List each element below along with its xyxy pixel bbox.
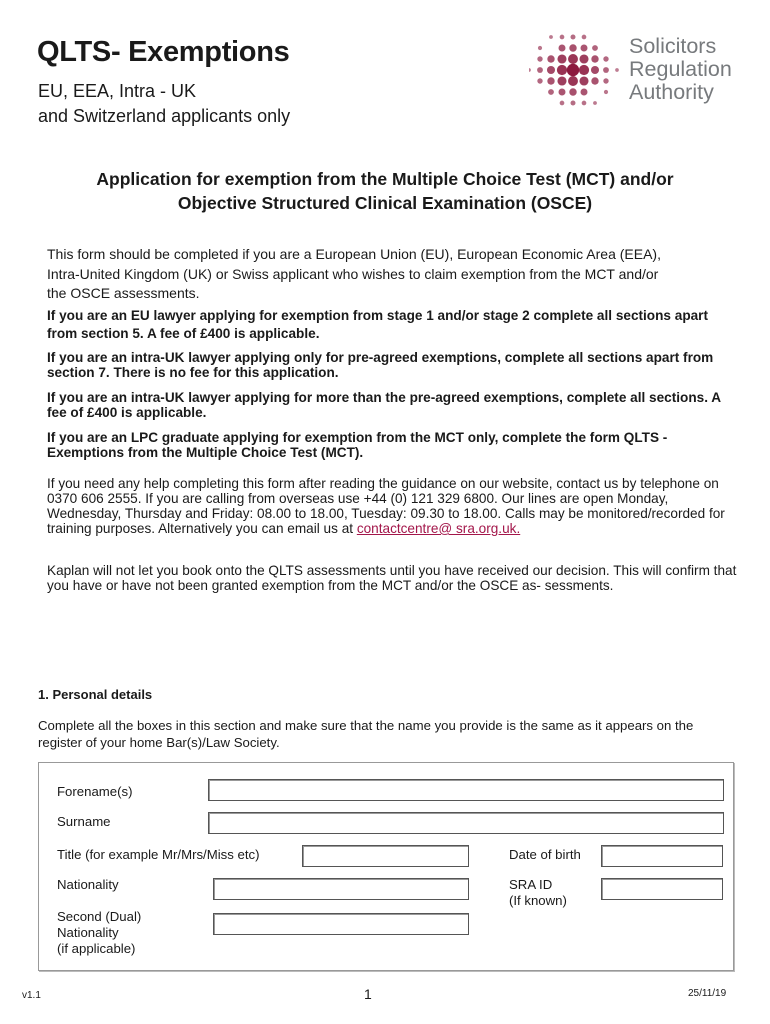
title-label: Title (for example Mr/Mrs/Miss etc) [57, 847, 260, 862]
footer-date: 25/11/19 [688, 988, 727, 999]
second-nationality-label [57, 909, 141, 957]
logo-word-2: Regulation [629, 57, 732, 81]
sra-logo [529, 28, 739, 110]
title-field[interactable] [302, 845, 469, 867]
logo-dots-icon [529, 28, 625, 110]
help-text: If you need any help completing this form after reading the guidance on our website, contact us by telephone on 0370 606 2555. If you are calling from overseas use +44 (0) 121 329 6800. Our lines are open Monday, Wednesday, Thursday and Friday: 08.00 to 18.00, Tuesday: 09.30 to 18.00. Calls may be monitored/recorded for training purposes. Alternatively you can email us at [47, 476, 725, 536]
logo-dot [591, 77, 598, 84]
eu-lawyer-paragraph: If you are an EU lawyer applying for exemption from stage 1 and/or stage 2 complete all sections apart from section 5. A fee of £400 is applicable. [47, 308, 708, 341]
sra-id-label-line-2: (If known) [509, 893, 567, 908]
logo-dot [581, 45, 588, 52]
second-nationality-label-line-1: Second (Dual) [57, 909, 142, 924]
logo-dot [603, 78, 608, 83]
logo-dot [547, 66, 555, 74]
kaplan-paragraph: Kaplan will not let you book onto the QLTS assessments until you have received our decision. This will confirm that you have or have not been granted exemption from the MCT and/or the OSCE as- sessments. [47, 563, 737, 593]
logo-dot [603, 56, 608, 61]
help-paragraph [47, 476, 737, 536]
forename-label: Forename(s) [57, 784, 133, 799]
dob-field[interactable] [601, 845, 723, 867]
sra-id-field[interactable] [601, 878, 723, 900]
subtitle-line-2: and Switzerland applicants only [38, 106, 291, 126]
logo-dot [547, 55, 554, 62]
logo-dot [592, 45, 598, 51]
intro-line-2: Intra-United Kingdom (UK) or Swiss applicant who wishes to claim exemption from the MCT and/or [47, 265, 659, 282]
form-heading [30, 167, 740, 215]
logo-dot [569, 88, 576, 95]
dob-label: Date of birth [509, 847, 581, 862]
logo-dot [557, 76, 566, 85]
contact-email-link[interactable]: contactcentre@ sra.org.uk. [356, 521, 521, 536]
logo-dot [593, 101, 597, 105]
logo-dot [548, 89, 554, 95]
logo-dot [529, 68, 531, 72]
logo-dot [537, 67, 543, 73]
logo-dot [568, 76, 578, 86]
logo-dot [582, 101, 587, 106]
logo-dot [560, 101, 565, 106]
personal-details-box [38, 762, 734, 971]
logo-dot [591, 55, 598, 62]
second-nationality-field[interactable] [213, 913, 469, 935]
logo-dot [567, 64, 579, 76]
logo-dot [569, 44, 576, 51]
heading-line-1: Application for exemption from the Multiple Choice Test (MCT) and/or [96, 169, 674, 189]
surname-label: Surname [57, 814, 111, 829]
lpc-graduate-paragraph: If you are an LPC graduate applying for exemption from the MCT only, complete the form QLTS - Exemptions from the Multiple Choice Test (MCT). [47, 430, 668, 460]
logo-dot [604, 90, 608, 94]
logo-dot [582, 35, 587, 40]
forename-field[interactable] [208, 779, 724, 801]
page-title: QLTS- Exemptions [37, 36, 290, 68]
section-1-title: 1. Personal details [38, 687, 153, 702]
intra-uk-preagreed-paragraph: If you are an intra-UK lawyer applying only for pre-agreed exemptions, complete all sections apart from section 7. There is no fee for this application. [47, 350, 714, 380]
logo-dot [579, 76, 588, 85]
logo-dot [538, 46, 542, 50]
intro-paragraph [47, 245, 737, 304]
logo-dot [557, 65, 567, 75]
second-nationality-label-line-3: (if applicable) [57, 941, 136, 956]
logo-dot [591, 66, 599, 74]
section-1-description: Complete all the boxes in this section and make sure that the name you provide is the same as it appears on the register of your home Bar(s)/Law Society. [38, 718, 694, 750]
logo-dot [568, 54, 578, 64]
logo-dot [549, 35, 553, 39]
logo-dot [579, 65, 589, 75]
intro-line-1: This form should be completed if you are a European Union (EU), European Economic Area (EEA), [47, 246, 661, 262]
logo-dot [560, 35, 565, 40]
page-number: 1 [364, 986, 372, 1002]
logo-dot [537, 78, 542, 83]
logo-dot [581, 89, 588, 96]
logo-dot [559, 45, 566, 52]
logo-dot [537, 56, 542, 61]
logo-dot [557, 54, 566, 63]
heading-line-2: Objective Structured Clinical Examination (OSCE) [177, 193, 593, 213]
logo-dot [571, 35, 576, 40]
nationality-label: Nationality [57, 877, 119, 892]
sra-id-label [509, 877, 567, 909]
logo-word-3: Authority [629, 80, 714, 104]
logo-dot [571, 101, 576, 106]
logo-dot [547, 77, 554, 84]
version-label: v1.1 [22, 990, 41, 1001]
logo-dot [559, 89, 566, 96]
surname-field[interactable] [208, 812, 724, 834]
subtitle-line-1: EU, EEA, Intra - UK [38, 81, 197, 101]
logo-dot [603, 67, 609, 73]
logo-word-1: Solicitors [629, 34, 717, 58]
nationality-field[interactable] [213, 878, 469, 900]
intro-line-3: the OSCE assessments. [47, 285, 200, 301]
sra-id-label-line-1: SRA ID [509, 877, 553, 892]
intra-uk-more-paragraph: If you are an intra-UK lawyer applying for more than the pre-agreed exemptions, complete all sections. A fee of £400 is applicable. [47, 390, 721, 420]
logo-dot [615, 68, 619, 72]
logo-dot [579, 54, 588, 63]
second-nationality-label-line-2: Nationality [57, 925, 119, 940]
